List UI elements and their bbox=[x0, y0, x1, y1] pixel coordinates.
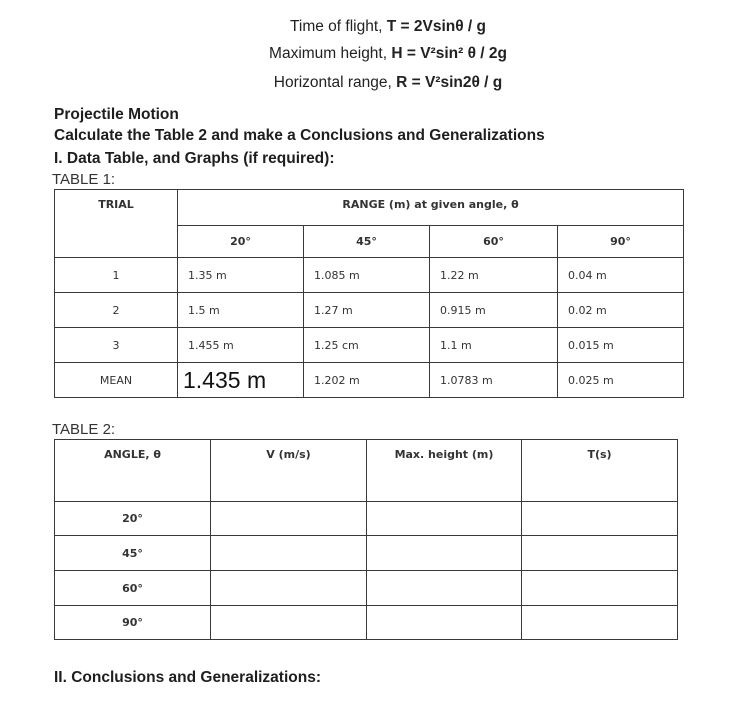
velocity-cell[interactable] bbox=[211, 536, 367, 571]
range-cell: 0.04 m bbox=[558, 258, 684, 293]
formula-range-eq: R = V²sin2θ / g bbox=[396, 74, 503, 91]
formula-height-eq: H = V²sin² θ / 2g bbox=[391, 45, 507, 62]
table-row bbox=[55, 502, 678, 536]
range-cell: 1.085 m bbox=[304, 258, 430, 293]
formula-height bbox=[0, 45, 737, 63]
max-height-cell[interactable] bbox=[367, 571, 522, 606]
mean-cell: 1.0783 m bbox=[430, 363, 558, 398]
max-height-cell[interactable] bbox=[367, 606, 522, 640]
max-height-cell[interactable] bbox=[367, 502, 522, 536]
time-cell[interactable] bbox=[522, 536, 678, 571]
velocity-cell[interactable] bbox=[211, 502, 367, 536]
table2-label: TABLE 2: bbox=[52, 421, 116, 438]
table-row bbox=[55, 536, 678, 571]
table1 bbox=[54, 189, 684, 398]
range-cell: 1.35 m bbox=[178, 258, 304, 293]
range-cell: 1.27 m bbox=[304, 293, 430, 328]
max-height-cell[interactable] bbox=[367, 536, 522, 571]
angle-header: 20° bbox=[178, 226, 304, 258]
table-row bbox=[55, 606, 678, 640]
formula-time-label: Time of flight, bbox=[289, 18, 387, 35]
range-cell: 1.22 m bbox=[430, 258, 558, 293]
time-cell[interactable] bbox=[522, 571, 678, 606]
max-height-column-header: Max. height (m) bbox=[367, 440, 522, 502]
range-cell: 0.015 m bbox=[558, 328, 684, 363]
angle-cell: 45° bbox=[55, 536, 211, 571]
range-cell: 1.25 cm bbox=[304, 328, 430, 363]
formula-time-eq: T = 2Vsinθ / g bbox=[386, 18, 487, 35]
trial-cell: 3 bbox=[55, 328, 178, 363]
formula-range bbox=[0, 74, 737, 92]
angle-header: 45° bbox=[304, 226, 430, 258]
mean-row bbox=[55, 363, 684, 398]
range-cell: 1.455 m bbox=[178, 328, 304, 363]
table-row bbox=[55, 293, 684, 328]
formula-height-label: Maximum height, bbox=[269, 45, 392, 62]
trial-cell: 1 bbox=[55, 258, 178, 293]
time-cell[interactable] bbox=[522, 606, 678, 640]
page-title: Projectile Motion bbox=[54, 106, 179, 123]
mean-cell: 1.202 m bbox=[304, 363, 430, 398]
section-data-heading: I. Data Table, and Graphs (if required): bbox=[54, 150, 335, 167]
formula-range-label: Horizontal range, bbox=[273, 74, 397, 91]
angle-header: 90° bbox=[558, 226, 684, 258]
table1-label: TABLE 1: bbox=[52, 171, 116, 188]
table-row bbox=[55, 571, 678, 606]
table-row bbox=[55, 258, 684, 293]
table2 bbox=[54, 439, 678, 640]
mean-label: MEAN bbox=[55, 363, 178, 398]
angle-cell: 90° bbox=[55, 606, 211, 640]
range-cell: 1.1 m bbox=[430, 328, 558, 363]
angle-cell: 60° bbox=[55, 571, 211, 606]
mean-cell: 1.435 m bbox=[178, 363, 304, 398]
instruction-text: Calculate the Table 2 and make a Conclusions and Generalizations bbox=[54, 127, 545, 144]
angle-column-header: ANGLE, θ bbox=[55, 440, 211, 502]
range-cell: 0.915 m bbox=[430, 293, 558, 328]
velocity-column-header: V (m/s) bbox=[211, 440, 367, 502]
velocity-cell[interactable] bbox=[211, 571, 367, 606]
time-column-header: T(s) bbox=[522, 440, 678, 502]
trial-header: TRIAL bbox=[55, 190, 178, 258]
table-row bbox=[55, 328, 684, 363]
range-cell: 0.02 m bbox=[558, 293, 684, 328]
time-cell[interactable] bbox=[522, 502, 678, 536]
angle-header: 60° bbox=[430, 226, 558, 258]
velocity-cell[interactable] bbox=[211, 606, 367, 640]
formula-time bbox=[0, 18, 737, 36]
section-conclusions-heading: II. Conclusions and Generalizations: bbox=[54, 669, 321, 686]
angle-cell: 20° bbox=[55, 502, 211, 536]
range-cell: 1.5 m bbox=[178, 293, 304, 328]
range-header: RANGE (m) at given angle, θ bbox=[178, 190, 684, 226]
trial-cell: 2 bbox=[55, 293, 178, 328]
mean-cell: 0.025 m bbox=[558, 363, 684, 398]
